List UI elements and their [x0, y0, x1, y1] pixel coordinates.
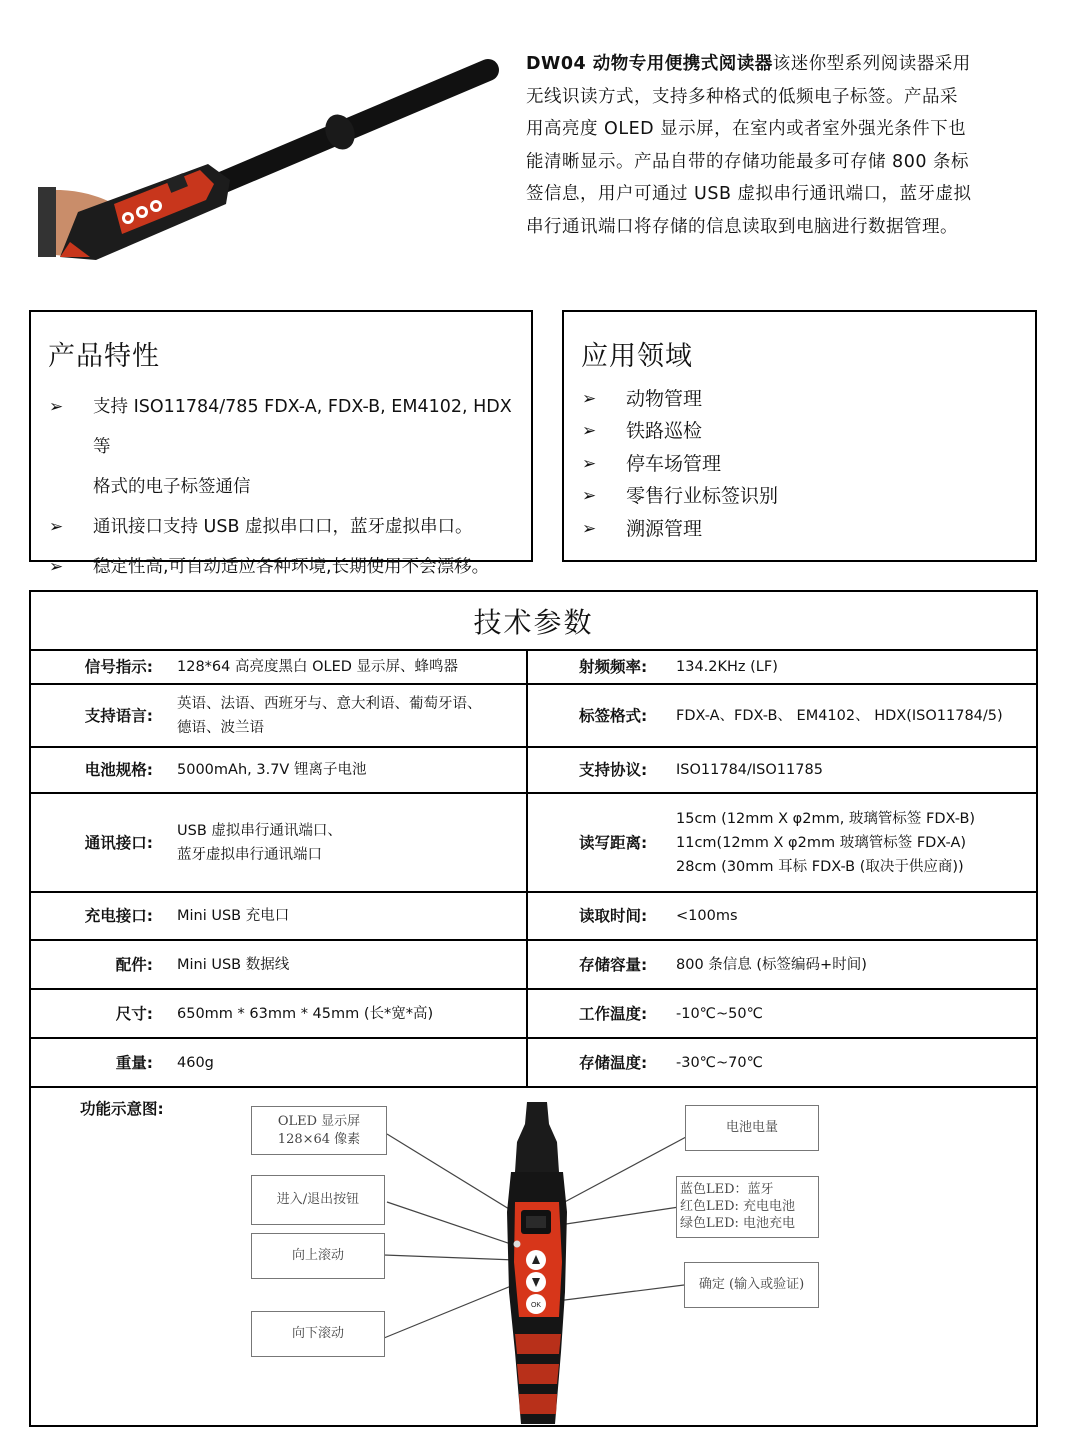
enter-exit-button	[514, 1241, 521, 1248]
label-oled: OLED 显示屏 128×64 像素	[251, 1106, 387, 1155]
spec-value-line: -30℃~70℃	[676, 1054, 763, 1071]
spec-value-line: 800 条信息 (标签编码+时间)	[676, 956, 867, 973]
intro-line-3: 用高亮度 OLED 显示屏，在室内或者室外强光条件下也	[526, 119, 967, 139]
spec-value-line: 15cm (12mm X φ2mm, 玻璃管标签 FDX-B)	[676, 810, 976, 827]
spec-label-left: 尺寸:	[115, 1004, 153, 1023]
intro-line-1: DW04 动物专用便携式阅读器该迷你型系列阅读器采用	[526, 54, 971, 74]
label-scroll-down: 向下滚动	[251, 1311, 385, 1357]
label-led: 蓝色LED：蓝牙 红色LED: 充电电池 绿色LED: 电池充电	[676, 1176, 819, 1238]
features-title: 产品特性	[48, 341, 160, 372]
features-box	[29, 310, 533, 577]
spec-label-right: 存储温度:	[579, 1053, 648, 1072]
spec-value-line: 英语、法语、西班牙与、意大利语、葡萄牙语、	[177, 695, 482, 712]
spec-value-line: Mini USB 数据线	[177, 956, 290, 973]
device-diagram	[489, 1102, 589, 1424]
application-item: ➢ 零售行业标签识别	[582, 480, 1021, 512]
diagram-title: 功能示意图:	[80, 1100, 164, 1118]
application-item: ➢ 动物管理	[582, 383, 1021, 415]
spec-value-line: 德语、波兰语	[177, 719, 264, 736]
intro-paragraph	[526, 48, 1036, 243]
spec-label-right: 读取时间:	[579, 906, 648, 925]
label-scroll-up: 向上滚动	[251, 1233, 385, 1279]
spec-value-line: 134.2KHz (LF)	[676, 659, 778, 675]
ok-button-label: OK	[530, 1302, 542, 1309]
spec-value-line: ISO11784/ISO11785	[676, 762, 823, 778]
label-battery: 电池电量	[685, 1105, 819, 1151]
feature-item-continued: 格式的电子标签通信	[93, 477, 251, 497]
arrow-bullet-icon: ➢	[582, 389, 597, 409]
application-item: ➢ 溯源管理	[582, 513, 1021, 545]
intro-line-5: 签信息，用户可通过 USB 虚拟串行通讯端口，蓝牙虚拟	[526, 184, 972, 204]
spec-value-line: <100ms	[676, 907, 738, 924]
spec-value-line: FDX-A、FDX-B、 EM4102、 HDX(ISO11784/5)	[676, 707, 1003, 724]
spec-table	[29, 590, 1038, 1427]
spec-label-left: 电池规格:	[84, 761, 153, 779]
spec-value-line: 5000mAh, 3.7V 锂离子电池	[177, 762, 367, 778]
application-item: ➢ 停车场管理	[582, 448, 1021, 480]
feature-item: ➢ 稳定性高,可自动适应各种环境,长期使用不会漂移。	[49, 547, 517, 587]
spec-value-line: 650mm * 63mm * 45mm (长*宽*高)	[177, 1005, 434, 1022]
spec-label-right: 支持协议:	[579, 761, 648, 779]
spec-value-line: 蓝牙虚拟串行通讯端口	[177, 846, 322, 863]
feature-item: ➢ 支持 ISO11784/785 FDX-A, FDX-B, EM4102, HDX 等	[49, 387, 517, 467]
spec-value-line: -10℃~50℃	[676, 1005, 763, 1022]
spec-label-right: 读写距离:	[579, 833, 648, 852]
feature-item: ➢ 通讯接口支持 USB 虚拟串口口，蓝牙虚拟串口。	[49, 507, 517, 547]
spec-label-left: 配件:	[115, 955, 153, 974]
applications-title: 应用领域	[581, 341, 693, 372]
label-confirm: 确定 (输入或验证)	[684, 1262, 819, 1308]
device-top	[515, 1102, 559, 1172]
arrow-bullet-icon: ➢	[582, 453, 597, 474]
spec-title: 技术参数	[473, 606, 594, 639]
product-photo	[30, 52, 500, 267]
arrow-bullet-icon: ➢	[582, 486, 597, 507]
label-enter-exit: 进入/退出按钮	[251, 1175, 385, 1225]
sleeve	[38, 187, 56, 257]
arrow-bullet-icon: ➢	[49, 517, 64, 537]
spec-label-left: 支持语言:	[84, 706, 153, 725]
intro-line-6: 串行通讯端口将存储的信息读取到电脑进行数据管理。	[526, 216, 958, 237]
spec-label-right: 射频频率:	[579, 658, 648, 676]
spec-value-line: 128*64 高亮度黑白 OLED 显示屏、蜂鸣器	[177, 659, 459, 675]
spec-label-left: 重量:	[115, 1053, 153, 1072]
spec-label-left: 充电接口:	[84, 906, 153, 925]
spec-label-left: 信号指示:	[84, 658, 153, 676]
application-item: ➢ 铁路巡检	[582, 415, 1021, 447]
arrow-bullet-icon: ➢	[582, 518, 597, 539]
intro-line-2: 无线识读方式，支持多种格式的低频电子标签。产品采	[526, 86, 958, 107]
arrow-bullet-icon: ➢	[49, 557, 64, 577]
arrow-bullet-icon: ➢	[49, 397, 64, 417]
intro-line-4: 能清晰显示。产品自带的存储功能最多可存储 800 条标	[526, 151, 970, 172]
spec-value-line: USB 虚拟串行通讯端口、	[177, 822, 342, 839]
spec-value-line: 28cm (30mm 耳标 FDX-B (取决于供应商))	[676, 858, 964, 875]
spec-value-line: 460g	[177, 1054, 214, 1071]
spec-label-left: 通讯接口:	[84, 833, 153, 852]
applications-box	[562, 310, 1037, 562]
spec-value-line: 11cm(12mm X φ2mm 玻璃管标签 FDX-A)	[676, 834, 967, 851]
spec-label-right: 工作温度:	[579, 1004, 648, 1023]
product-name: DW04 动物专用便携式阅读器	[526, 54, 773, 74]
arrow-bullet-icon: ➢	[582, 421, 597, 442]
spec-label-right: 存储容量:	[579, 955, 648, 974]
spec-label-right: 标签格式:	[579, 706, 648, 725]
spec-value-line: Mini USB 充电口	[177, 907, 290, 924]
